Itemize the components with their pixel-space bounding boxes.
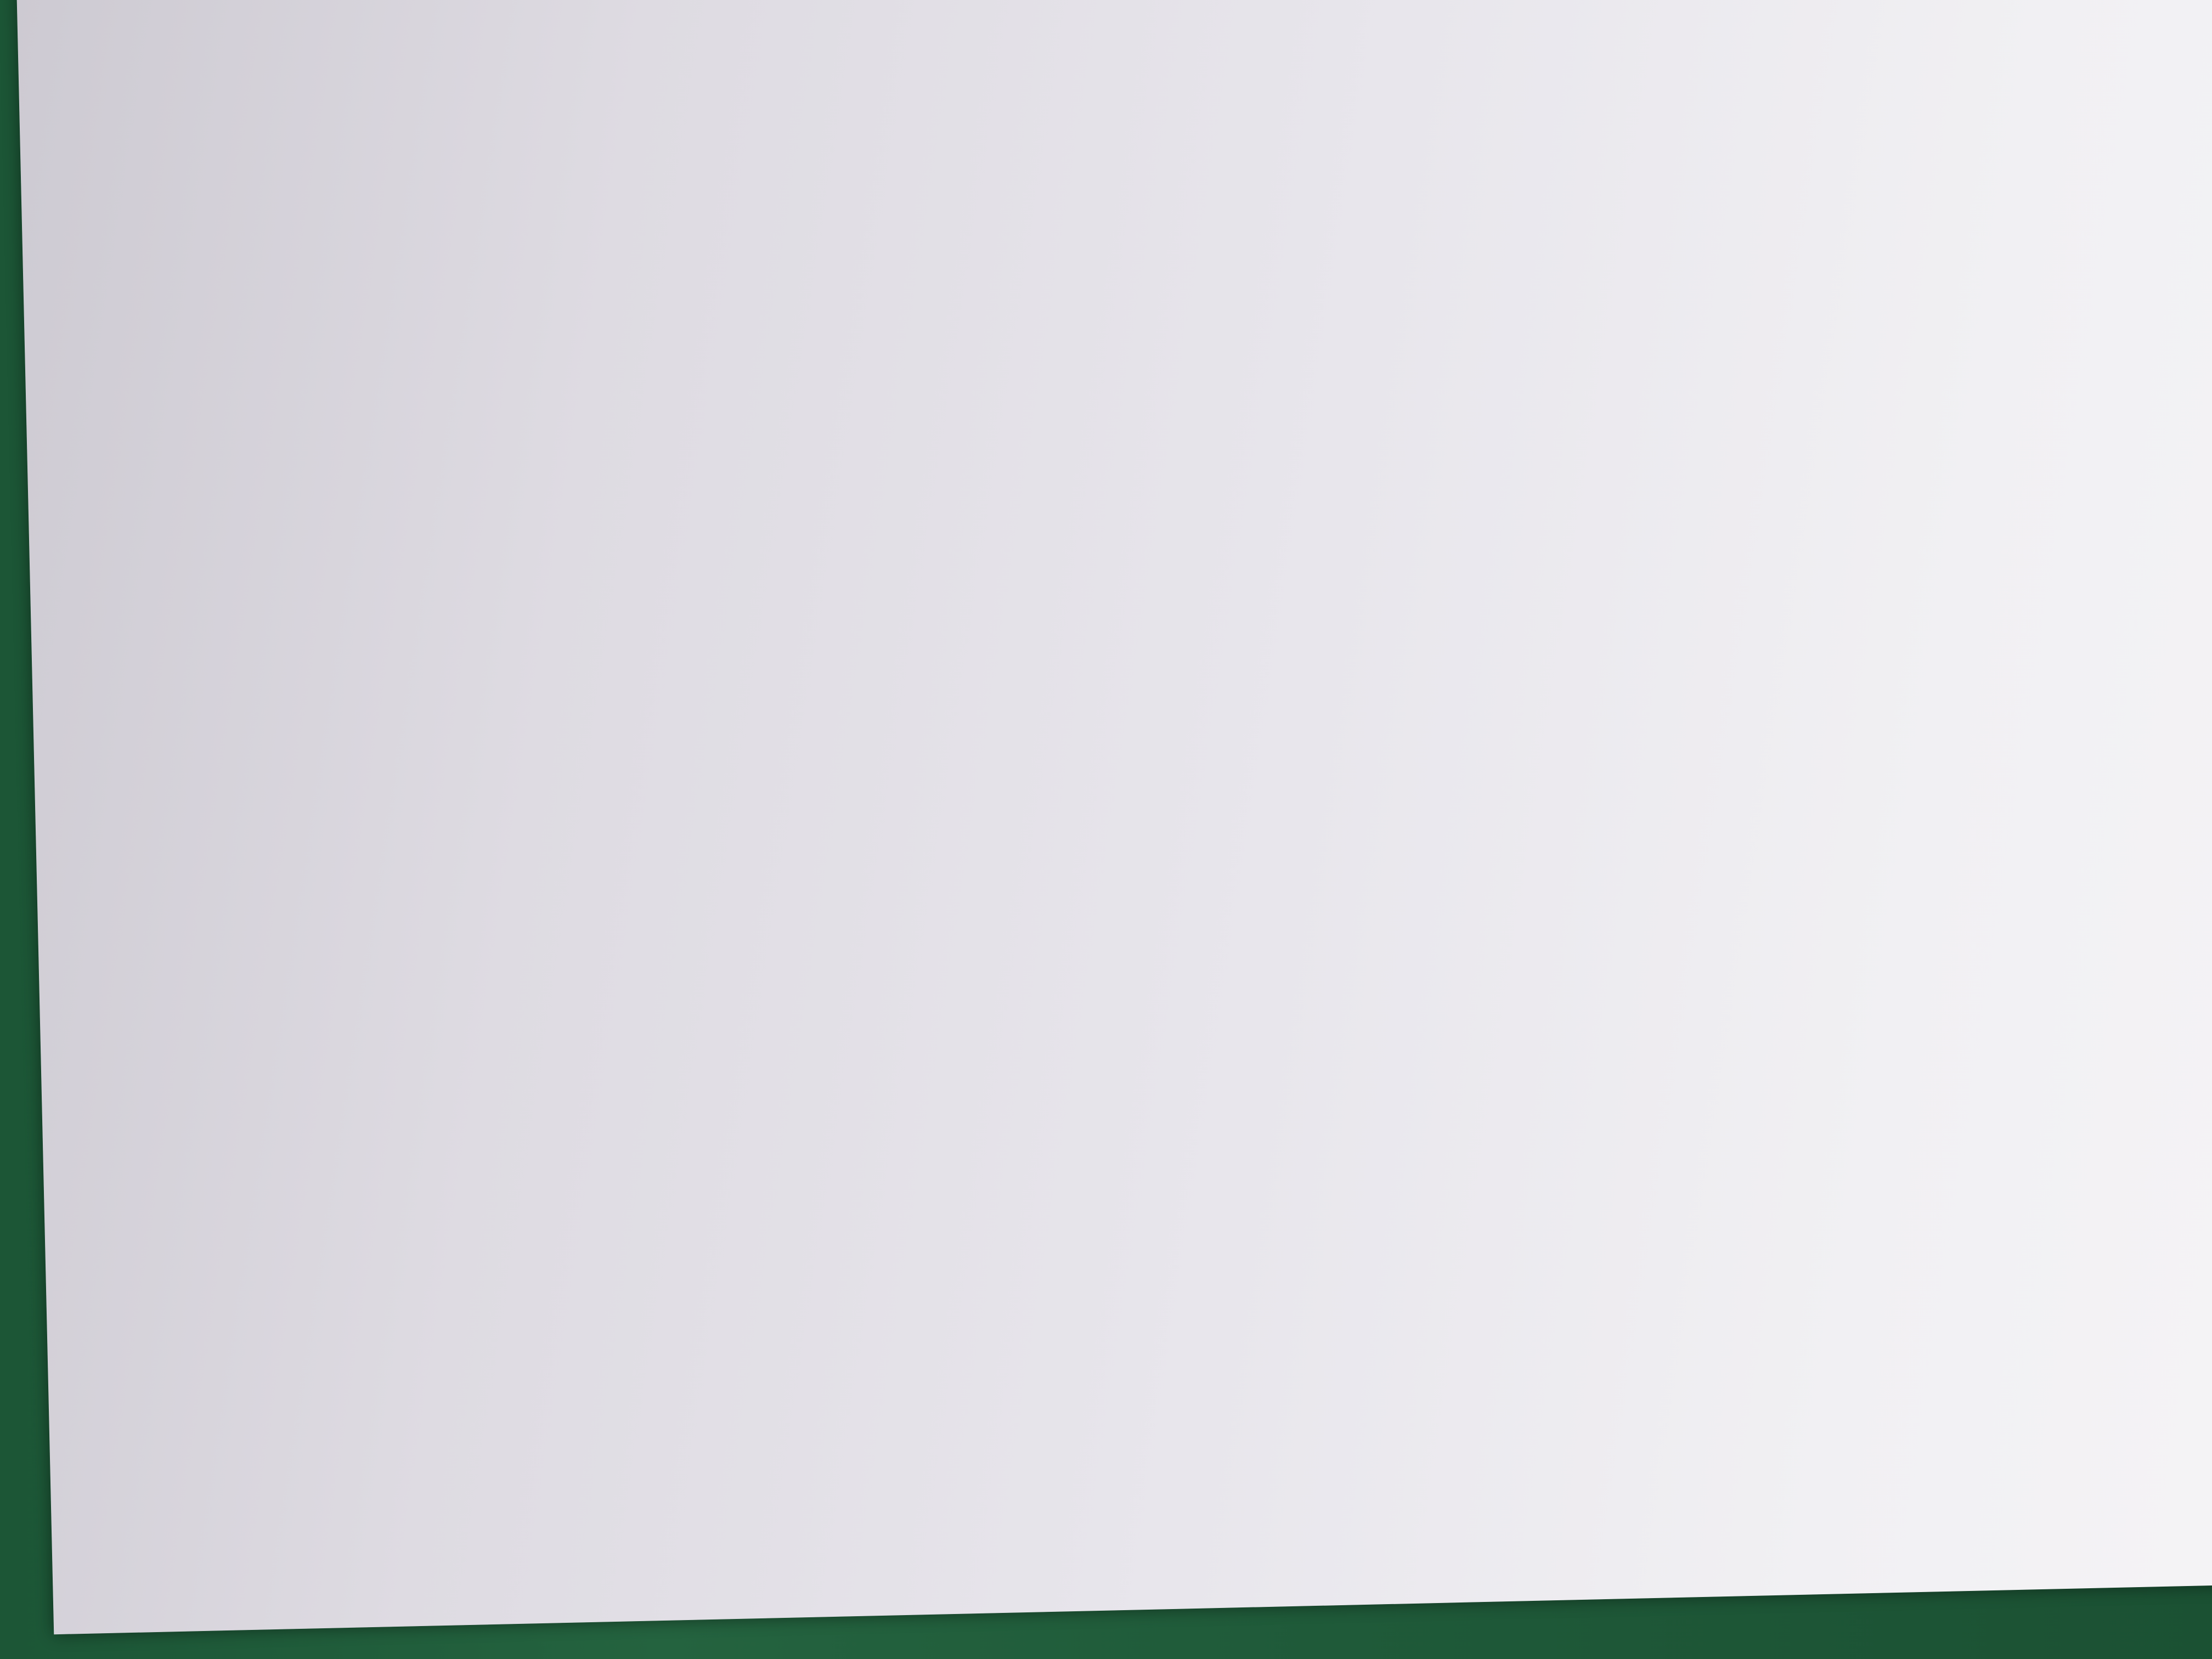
paper-page	[16, 0, 2212, 1634]
